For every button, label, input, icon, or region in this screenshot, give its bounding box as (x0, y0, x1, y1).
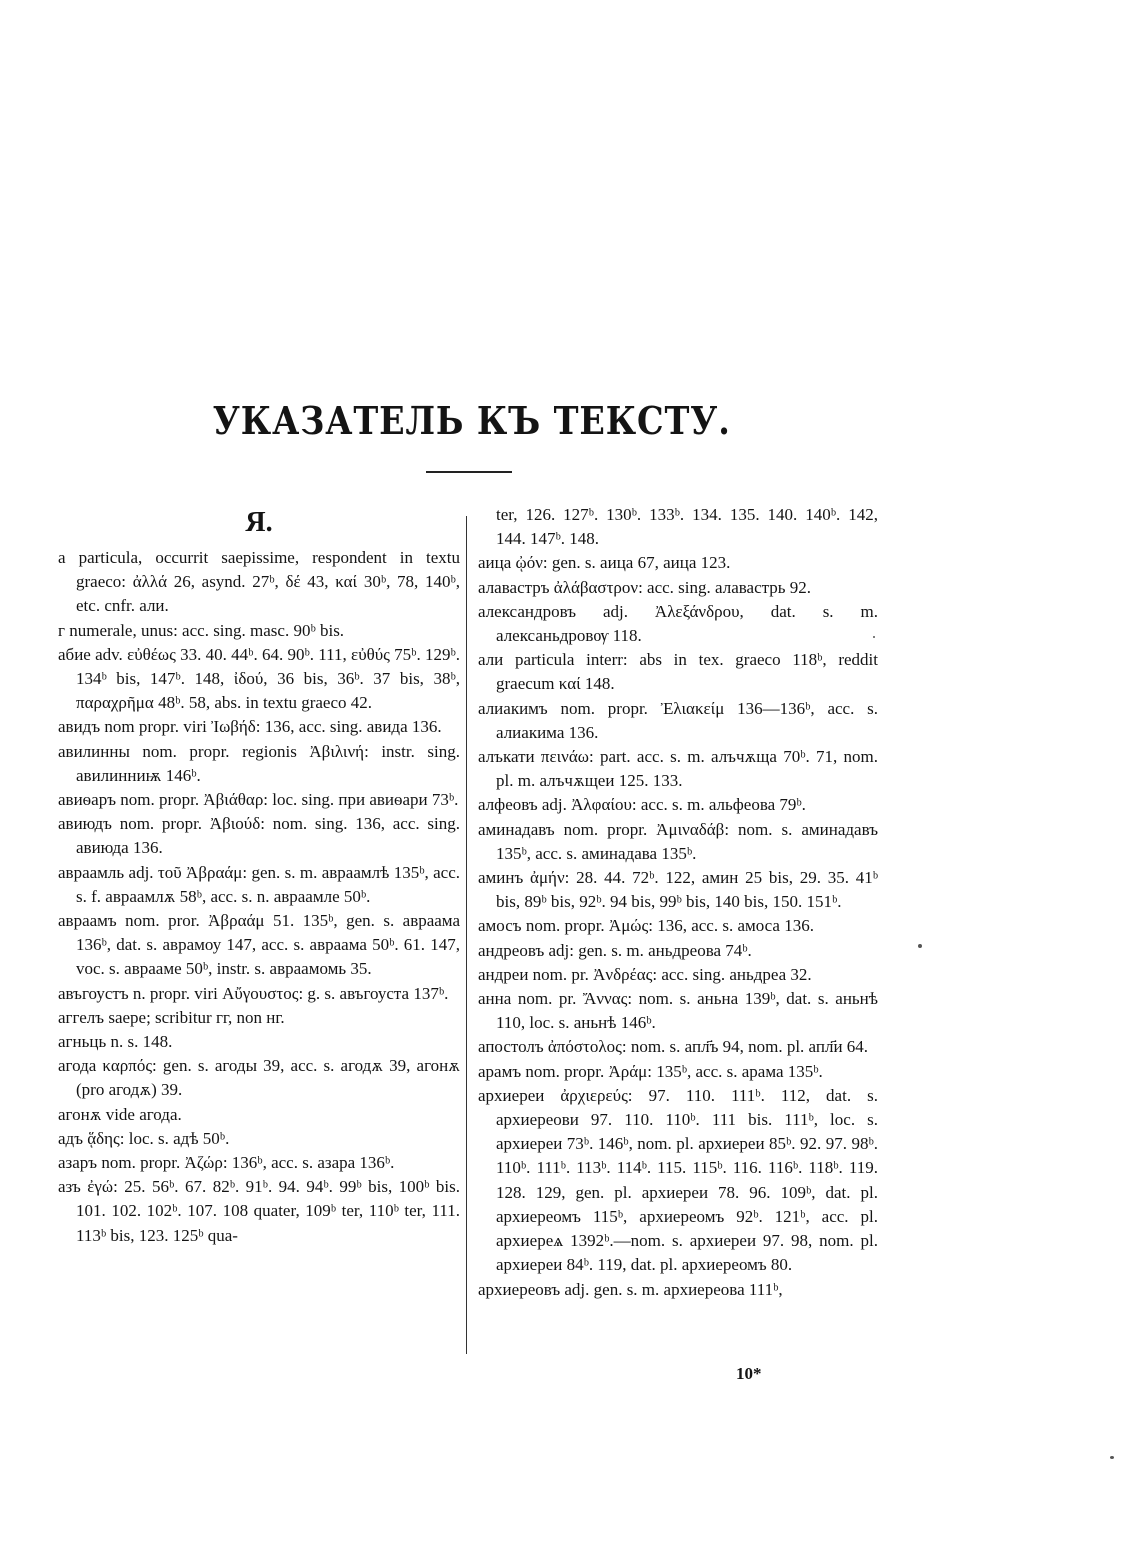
index-entry: авидъ nom propr. viri Ἰωβήδ: 136, acc. sing. авида 136. (58, 717, 442, 737)
index-entry: агода καρπός: gen. s. агоды 39, acc. s. агодѫ 39, агонѫ (pro агодѫ) 39. (58, 1056, 460, 1100)
index-entry: александровъ adj. Ἀλεξάνδρου, dat. s. m. алексаньдровѹ 118. (478, 601, 878, 646)
index-entry: алъкати πεινάω: part. acc. s. m. алъчѫща 70ᵇ. 71, nom. pl. m. алъчѫщеи 125. 133. (478, 747, 878, 791)
index-entry: архиереи ἀρχιερεύς: 97. 110. 111ᵇ. 112, dat. s. архиереови 97. 110. 110ᵇ. 111 bis. 111ᵇ, loc. s. архиереи 73ᵇ. 146ᵇ, nom. pl. архиереи 85ᵇ. 92. 97. 98ᵇ. 110ᵇ. 111ᵇ. 113ᵇ. 114ᵇ. 115. 115ᵇ. 116. 116ᵇ. 118ᵇ. 119. 128. 129, gen. pl. архиереи 78. 96. 109ᵇ, dat. pl. архиереомъ 115ᵇ, архиереомъ 92ᵇ. 121ᵇ, acc. pl. архиереѧ 1392ᵇ.—nom. s. архиереи 97. 98, nom. pl. архиереи 84ᵇ. 119, dat. pl. архиереомъ 80. (478, 1085, 878, 1275)
index-entry: апостолъ ἀπόστολος: nom. s. апл҃ъ 94, nom. pl. апл҃и 64. (478, 1037, 869, 1057)
print-speck (1110, 1456, 1114, 1459)
index-entry: авраамль adj. τοῦ Ἀβραάμ: gen. s. m. авраамлѣ 135ᵇ, acc. s. f. авраамлѫ 58ᵇ, acc. s. n. авраамле 50ᵇ. (58, 862, 460, 906)
index-entry: а particula, occurrit saepissime, respondent in textu graeco: ἀλλά 26, asynd. 27ᵇ, δέ 43, καί 30ᵇ, 78, 140ᵇ, etc. cnfr. али. (58, 548, 460, 616)
index-entry: андреовъ adj: gen. s. m. аньдреова 74ᵇ. (478, 940, 752, 960)
index-entry: абие adv. εὐθέως 33. 40. 44ᵇ. 64. 90ᵇ. 111, εὐθύς 75ᵇ. 129ᵇ. 134ᵇ bis, 147ᵇ. 148, ἰδού, 36 bis, 36ᵇ. 37 bis, 38ᵇ, παραχρῆμα 48ᵇ. 58, abs. in textu graeco 42. (58, 644, 460, 713)
section-letter: Я. (245, 507, 273, 538)
column-divider (466, 516, 467, 1354)
index-entry: амосъ nom. propr. Ἀμώς: 136, acc. s. амоса 136. (478, 916, 814, 936)
index-entry: аминъ ἀμήν: 28. 44. 72ᵇ. 122, амин 25 bis, 29. 35. 41ᵇ bis, 89ᵇ bis, 92ᵇ. 94 bis, 99ᵇ bis, 140 bis, 150. 151ᵇ. (478, 868, 878, 912)
index-entry: авиѳаръ nom. propr. Ἀβιάθαρ: loc. sing. при авиѳари 73ᵇ. (58, 790, 459, 810)
index-entry: алфеовъ adj. Ἀλφαίου: acc. s. m. альфеова 79ᵇ. (478, 795, 806, 815)
index-entry: аминадавъ nom. propr. Ἀμιναδάβ: nom. s. аминадавъ 135ᵇ, acc. s. аминадава 135ᵇ. (478, 819, 878, 863)
page-title: УКАЗАТЕЛЬ КЪ ТЕКСТУ. (212, 398, 731, 443)
index-entry: али particula interr: abs in tex. graeco 118ᵇ, reddit graecum καί 148. (478, 650, 878, 694)
right-column (478, 503, 878, 1302)
print-speck (918, 944, 922, 948)
index-entry-continuation: ter, 126. 127ᵇ. 130ᵇ. 133ᵇ. 134. 135. 140. 140ᵇ. 142, 144. 147ᵇ. 148. (496, 505, 878, 549)
index-entry: авраамъ nom. pror. Ἀβραάμ 51. 135ᵇ, gen. s. авраама 136ᵇ, dat. s. аврамоу 147, acc. s. авраама 50ᵇ. 61. 147, voc. s. аврааме 50ᵇ, instr. s. авраамомь 35. (58, 911, 460, 979)
index-entry: андреи nom. pr. Ἀνδρέας: acc. sing. аньдреа 32. (478, 964, 812, 984)
index-entry: алавастръ ἀλάβαστρον: acc. sing. алавастрь 92. (478, 577, 812, 597)
index-entry: агонѫ vide агода. (58, 1104, 182, 1124)
index-entry: архиереовъ adj. gen. s. m. архиереова 111ᵇ, (478, 1279, 783, 1299)
index-entry: арамъ nom. propr. Ἀράμ: 135ᵇ, acc. s. арама 135ᵇ. (478, 1061, 823, 1081)
index-entry: аггелъ saepe; scribitur гг, non нг. (58, 1007, 285, 1027)
page-number: 10* (736, 1364, 762, 1383)
index-entry: г numerale, unus: acc. sing. masc. 90ᵇ bis. (58, 620, 345, 640)
index-entry: авилинны nom. propr. regionis Ἀβιλινή: instr. sing. авилинниѭ 146ᵇ. (58, 741, 460, 785)
index-entry: азъ ἐγώ: 25. 56ᵇ. 67. 82ᵇ. 91ᵇ. 94. 94ᵇ. 99ᵇ bis, 100ᵇ bis. 101. 102. 102ᵇ. 107. 108 quater, 109ᵇ ter, 110ᵇ ter, 111. 113ᵇ bis, 123. 125ᵇ qua- (58, 1177, 460, 1245)
index-entry: аица ᾠόν: gen. s. аица 67, аица 123. (478, 553, 731, 573)
print-speck (873, 636, 875, 638)
index-entry: авиюдъ nom. propr. Ἀβιούδ: nom. sing. 136, acc. sing. авиюда 136. (58, 814, 460, 858)
index-entry: алиакимъ nom. propr. Ἐλιακείμ 136—136ᵇ, acc. s. алиакима 136. (478, 698, 878, 742)
index-entry: авъгоустъ n. propr. viri Αὔγουστος: g. s. авъгоуста 137ᵇ. (58, 983, 449, 1003)
index-entry: азаръ nom. propr. Ἀζώρ: 136ᵇ, acc. s. азара 136ᵇ. (58, 1153, 395, 1173)
left-column (58, 503, 460, 1248)
index-entry: анна nom. pr. Ἄννας: nom. s. аньна 139ᵇ, dat. s. аньнѣ 110, loc. s. аньнѣ 146ᵇ. (478, 989, 878, 1033)
index-entry: агньць n. s. 148. (58, 1032, 173, 1052)
title-rule (426, 471, 512, 473)
index-entry: адъ ᾅδης: loc. s. адѣ 50ᵇ. (58, 1128, 230, 1148)
